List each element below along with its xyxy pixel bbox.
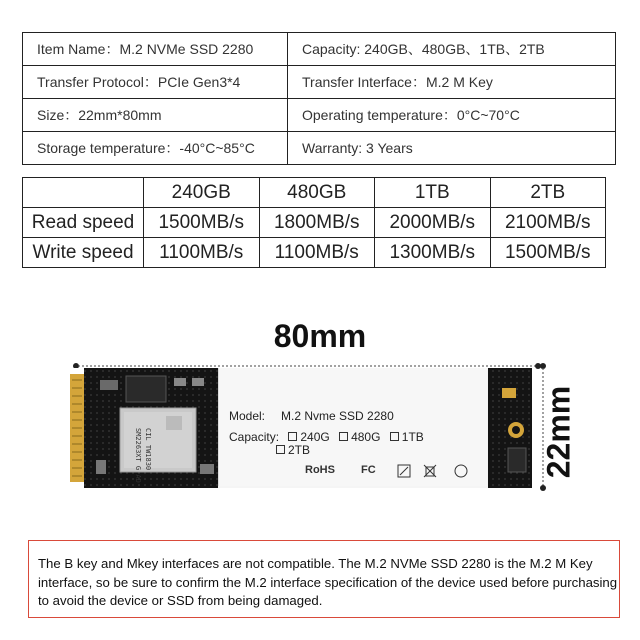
sticker-option-label: 2TB <box>288 443 311 457</box>
sticker-option-480g <box>339 430 380 444</box>
speed-row-read <box>23 208 606 238</box>
speed-header-480gb: 480GB <box>259 178 375 208</box>
speed-header-240gb: 240GB <box>144 178 260 208</box>
speed-header-row <box>23 178 606 208</box>
speed-cell: 1300MB/s <box>375 238 491 268</box>
spec-table <box>22 32 616 165</box>
notice-text: The B key and Mkey interfaces are not compatible. The M.2 NVMe SSD 2280 is the M.2 M Key interface, so be sure to confirm the M.2 interface specification of the device used before purchasing to avoid the device or SSD from being damaged. <box>38 556 618 608</box>
svg-text:SM2263XT G AD: SM2263XT G AD <box>134 428 142 483</box>
speed-cell: 1100MB/s <box>259 238 375 268</box>
checkbox-icon <box>390 432 399 441</box>
spec-warranty: Warranty: 3 Years <box>288 132 616 165</box>
spec-row <box>23 99 616 132</box>
sticker-option-1tb <box>390 430 424 444</box>
checkbox-icon <box>276 445 285 454</box>
checkbox-icon <box>339 432 348 441</box>
spec-size: Size：22mm*80mm <box>23 99 288 132</box>
sticker-option-label: 240G <box>300 430 330 444</box>
sticker-option-label: 480G <box>351 430 381 444</box>
length-dimension-label: 80mm <box>273 318 367 354</box>
speed-row-label: Write speed <box>23 238 144 268</box>
ssd-sticker <box>218 368 487 486</box>
speed-row-label: Read speed <box>23 208 144 238</box>
rohs-logo: RoHS <box>305 464 335 476</box>
speed-cell: 1500MB/s <box>490 238 606 268</box>
speed-cell: 1800MB/s <box>259 208 375 238</box>
spec-transfer-interface: Transfer Interface：M.2 M Key <box>288 66 616 99</box>
compatibility-notice <box>28 540 620 618</box>
qc-mark-icon <box>453 464 469 478</box>
spec-transfer-protocol: Transfer Protocol：PCIe Gen3*4 <box>23 66 288 99</box>
spec-storage-temperature: Storage temperature：-40°C~85°C <box>23 132 288 165</box>
sticker-capacity-label: Capacity: <box>229 430 280 444</box>
speed-cell: 2100MB/s <box>490 208 606 238</box>
sticker-model-label: Model: <box>229 409 266 423</box>
speed-cell: 1100MB/s <box>144 238 260 268</box>
width-dimension-line <box>538 362 548 492</box>
sticker-model <box>229 409 394 423</box>
sticker-option-240g <box>288 430 329 444</box>
spec-row <box>23 132 616 165</box>
speed-row-write <box>23 238 606 268</box>
speed-table <box>22 177 606 268</box>
checkbox-icon <box>288 432 297 441</box>
spec-capacity: Capacity: 240GB、480GB、1TB、2TB <box>288 33 616 66</box>
certification-mark-icon <box>397 464 411 478</box>
speed-header-1tb: 1TB <box>375 178 491 208</box>
spec-operating-temperature: Operating temperature：0°C~70°C <box>288 99 616 132</box>
spec-row <box>23 66 616 99</box>
sticker-certifications <box>305 464 485 480</box>
weee-bin-icon <box>423 464 437 478</box>
speed-header-2tb: 2TB <box>490 178 606 208</box>
speed-header-corner <box>23 178 144 208</box>
speed-cell: 1500MB/s <box>144 208 260 238</box>
width-dimension-text: 22mm <box>540 385 577 479</box>
sticker-capacity <box>229 430 424 444</box>
svg-text:CIL TW1830: CIL TW1830 <box>144 428 152 471</box>
spec-item-name: Item Name：M.2 NVMe SSD 2280 <box>23 33 288 66</box>
spec-row <box>23 33 616 66</box>
speed-cell: 2000MB/s <box>375 208 491 238</box>
sticker-option-label: 1TB <box>401 430 424 444</box>
fc-logo: FC <box>361 464 376 476</box>
sticker-option-2tb <box>276 443 310 457</box>
sticker-model-value: M.2 Nvme SSD 2280 <box>281 409 394 423</box>
